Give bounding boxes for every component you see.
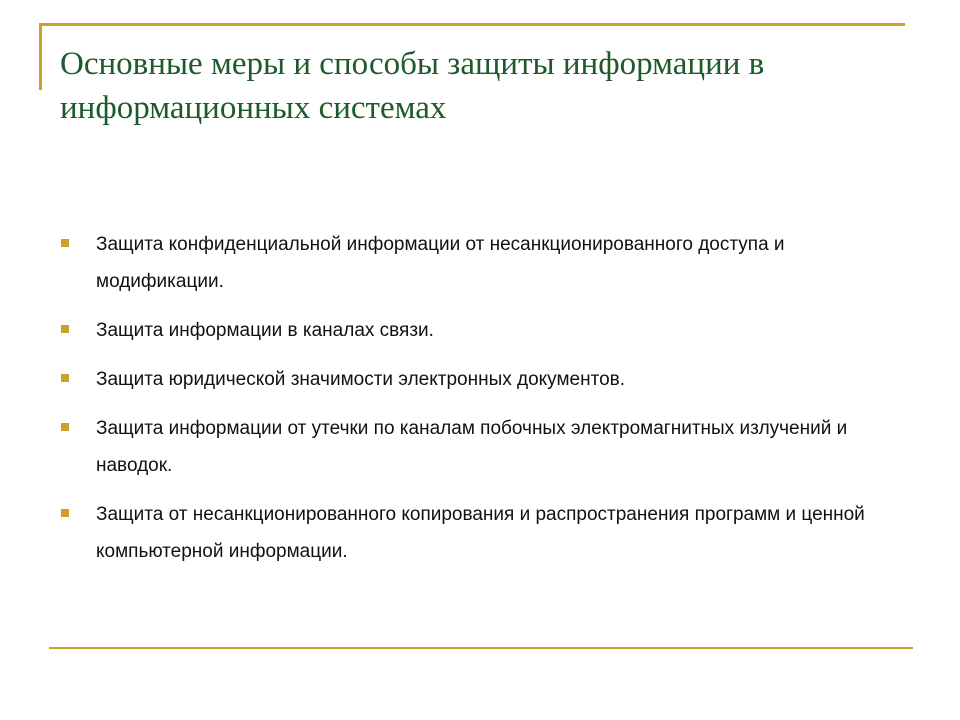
bullet-list [60,226,910,582]
list-item [60,226,910,300]
top-divider [40,23,905,26]
list-item [60,361,910,398]
bottom-divider [49,647,913,649]
bullet-text: Защита информации от утечки по каналам побочных электромагнитных излучений и наводок. [96,418,848,476]
square-bullet-icon [61,325,69,333]
list-item [60,496,910,570]
list-item [60,410,910,484]
square-bullet-icon [61,423,69,431]
list-item [60,312,910,349]
square-bullet-icon [61,374,69,382]
square-bullet-icon [61,239,69,247]
left-divider [39,23,42,90]
bullet-text: Защита юридической значимости электронных документов. [96,369,626,390]
square-bullet-icon [61,509,69,517]
slide-title: Основные меры и способы защиты информации в информационных системах [60,46,765,126]
bullet-text: Защита информации в каналах связи. [96,320,434,341]
bullet-text: Защита конфиденциальной информации от несанкционированного доступа и модификации. [96,234,785,292]
bullet-text: Защита от несанкционированного копирования и распространения программ и ценной компьютерной информации. [96,504,865,562]
